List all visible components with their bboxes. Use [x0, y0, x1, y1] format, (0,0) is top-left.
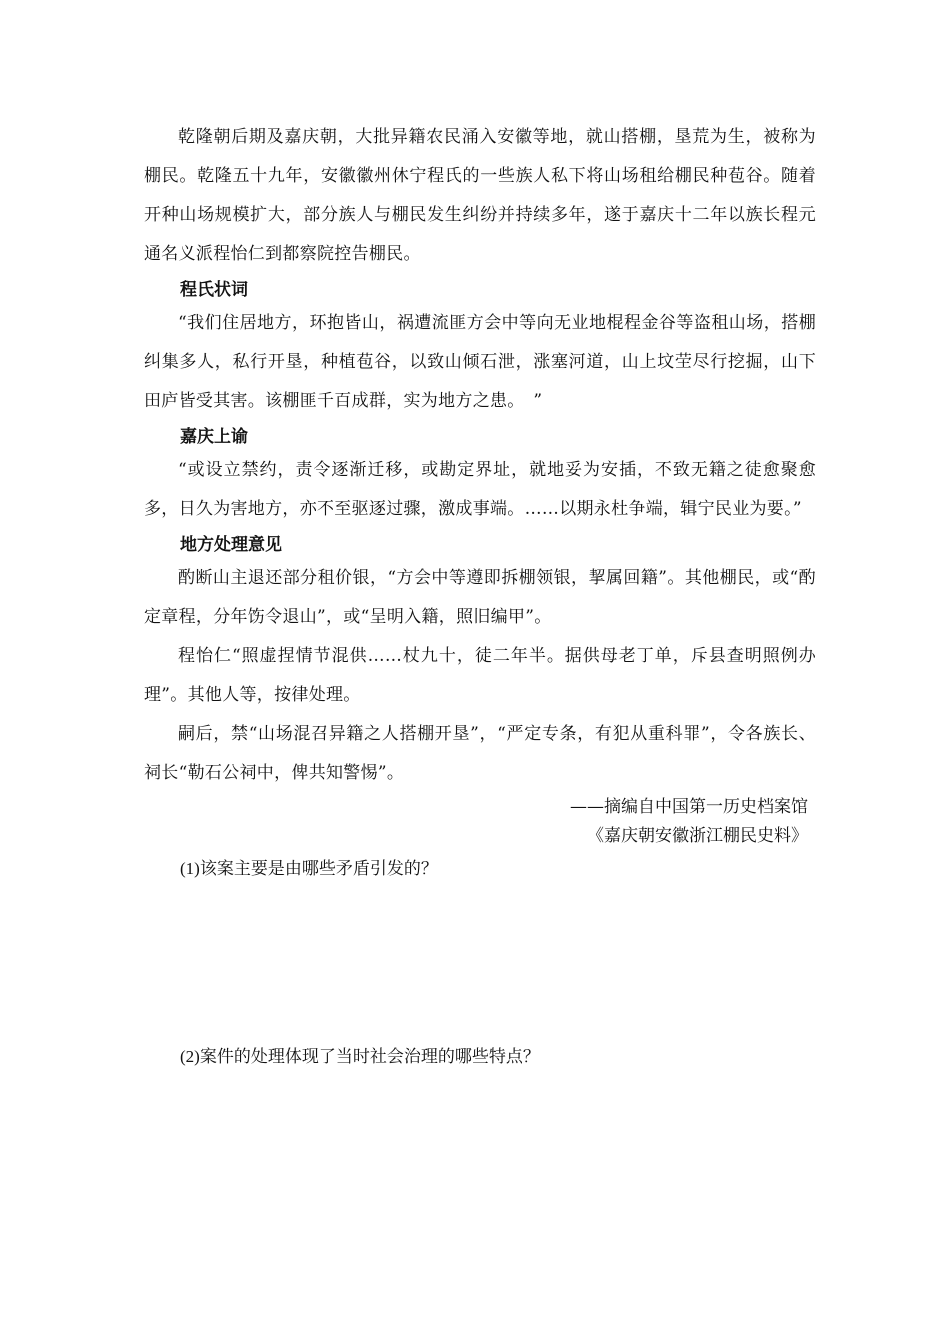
- question-2: (2)案件的处理体现了当时社会治理的哪些特点？: [180, 1047, 540, 1066]
- local-opinion-paragraph-3: 嗣后，禁“山场混召异籍之人搭棚开垦”，“严定专条，有犯从重科罪”，令各族长、祠长“勒石公祠中，俾共知警惕”。: [144, 724, 816, 783]
- local-opinion-paragraph-2: 程怡仁“照虚捏情节混供……杖九十，徒二年半。据供母老丁单，斥县查明照例办理”。其他人等，按律处理。: [144, 646, 816, 705]
- question-1: (1)该案主要是由哪些矛盾引发的？: [180, 859, 438, 878]
- section-heading-edict: 嘉庆上谕: [180, 427, 248, 447]
- intro-paragraph: 乾隆朝后期及嘉庆朝，大批异籍农民涌入安徽等地，就山搭棚，垦荒为生，被称为棚民。乾隆五十九年，安徽徽州休宁程氏的一些族人私下将山场租给棚民种苞谷。随着开种山场规模扩大，部分族人与棚民发生纠纷并持续多年，遂于嘉庆十二年以族长程元通名义派程怡仁到都察院控告棚民。: [144, 127, 816, 264]
- section-heading-petition: 程氏状词: [180, 280, 248, 300]
- source-line-book: 《嘉庆朝安徽浙江棚民史料》: [587, 826, 808, 846]
- document-page: [144, 118, 816, 1073]
- petition-paragraph: “我们住居地方，环抱皆山，祸遭流匪方会中等向无业地棍程金谷等盗租山场，搭棚纠集多人，私行开垦，种植苞谷，以致山倾石泄，涨塞河道，山上坟茔尽行挖掘，山下田庐皆受其害。该棚匪千百成群，实为地方之患。 ”: [144, 313, 816, 411]
- edict-paragraph: “或设立禁约，责令逐渐迁移，或勘定界址，就地妥为安插，不致无籍之徒愈聚愈多，日久为害地方，亦不至驱逐过骤，激成事端。……以期永杜争端，辑宁民业为要。”: [144, 460, 816, 519]
- section-heading-local-opinion: 地方处理意见: [180, 535, 282, 555]
- local-opinion-paragraph-1: 酌断山主退还部分租价银，“方会中等遵即拆棚领银，挈属回籍”。其他棚民，或“酌定章程，分年饬令退山”，或“呈明入籍，照旧编甲”。: [144, 568, 816, 627]
- source-line-archive: ——摘编自中国第一历史档案馆: [570, 797, 808, 817]
